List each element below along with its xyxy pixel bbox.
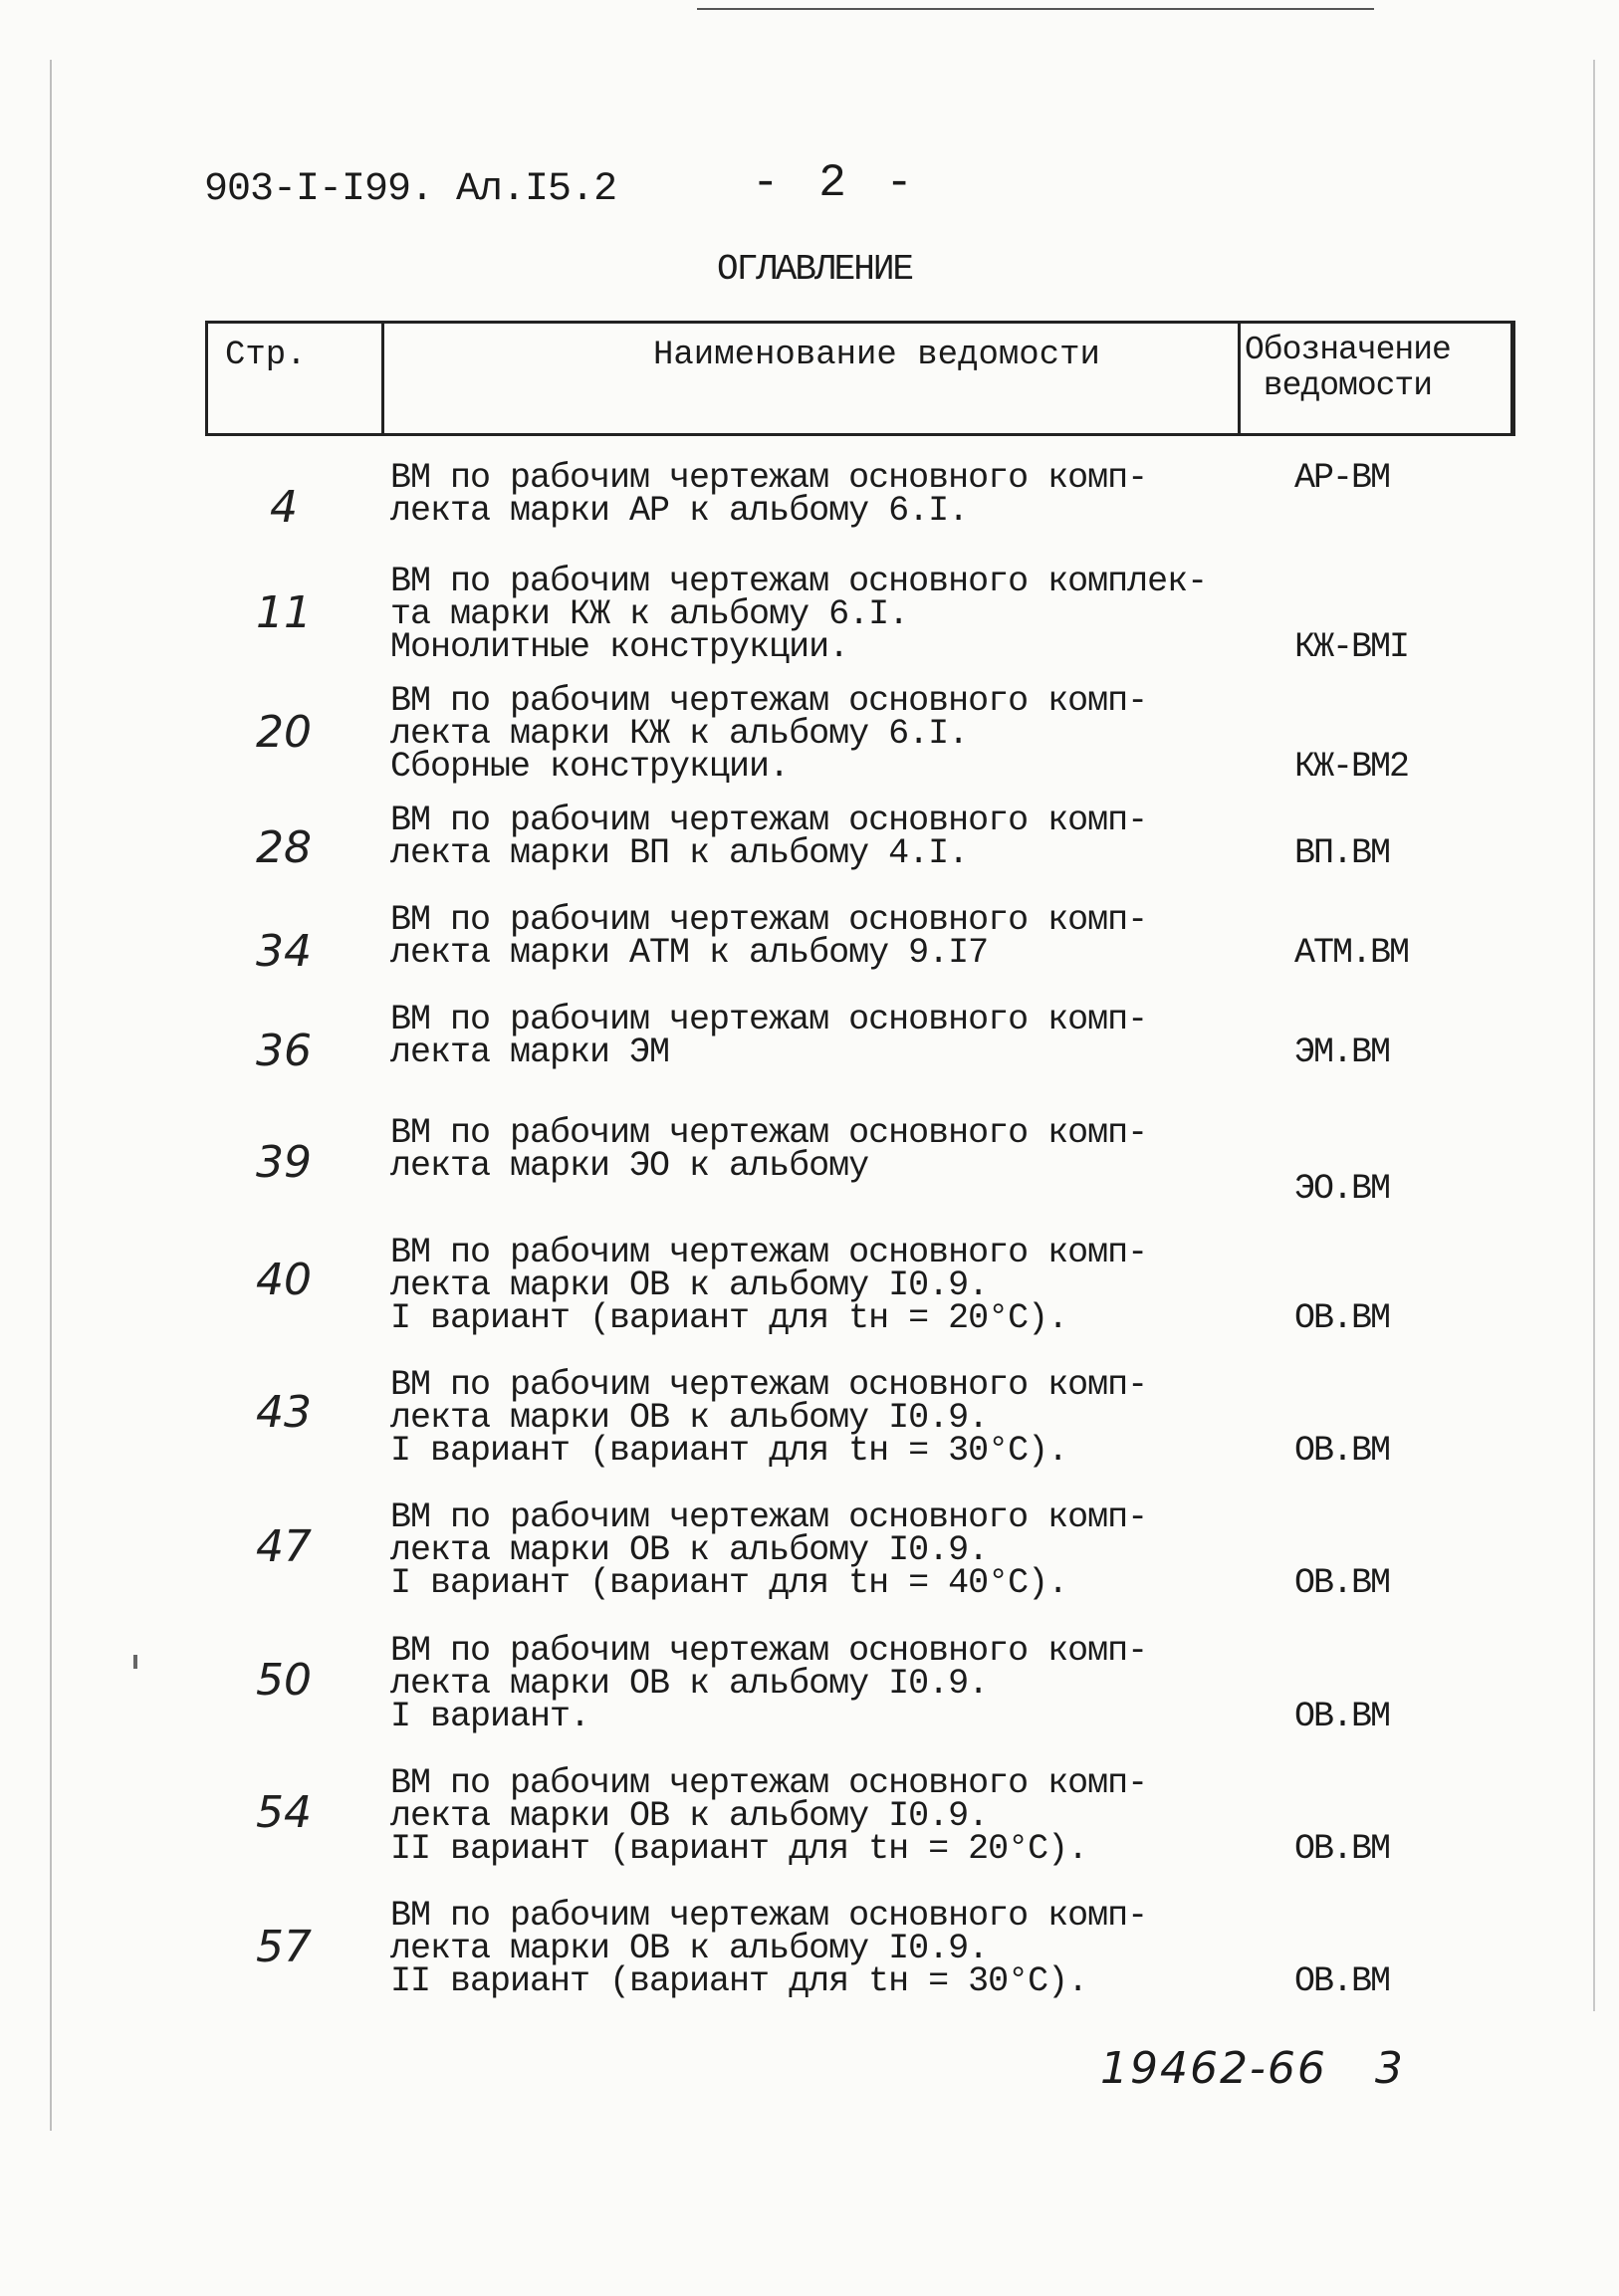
row-description-line: Монолитные конструкции.: [390, 627, 849, 667]
row-description-line: ВМ по рабочим чертежам основного комп-: [390, 1000, 1148, 1039]
row-page-number: 20: [256, 707, 312, 758]
left-margin-line: [50, 60, 52, 2131]
row-description: [390, 1113, 1148, 1212]
row-description-line: I вариант (вариант для tн = 40°С).: [390, 1563, 1068, 1603]
row-description-line: лекта марки ЭМ: [390, 1033, 670, 1072]
row-page-number: 36: [256, 1026, 312, 1076]
row-description-line: лекта марки ЭО к альбому: [390, 1146, 869, 1186]
row-page-number: 50: [256, 1655, 312, 1706]
row-page-number: 43: [256, 1387, 312, 1438]
row-page-number: 11: [256, 587, 312, 638]
row-description: [390, 681, 1148, 787]
row-description-line: ВМ по рабочим чертежам основного комп-: [390, 458, 1148, 498]
row-description-line: I вариант (вариант для tн = 30°С).: [390, 1431, 1068, 1471]
row-page-number: 39: [256, 1137, 312, 1188]
row-description-line: II вариант (вариант для tн = 20°С).: [390, 1829, 1088, 1869]
row-page-number: 4: [270, 482, 298, 533]
document-code: 903-I-I99. Ал.I5.2: [204, 167, 617, 212]
row-page-number: 40: [256, 1255, 312, 1305]
row-description-line: ВМ по рабочим чертежам основного комп-: [390, 681, 1148, 721]
top-rule: [697, 8, 1374, 10]
column-divider: [1238, 324, 1241, 433]
scan-mark: [133, 1655, 137, 1669]
row-designation: ОВ.ВМ: [1294, 1563, 1390, 1603]
right-margin-line: [1593, 60, 1595, 2011]
row-designation: ОВ.ВМ: [1294, 1697, 1390, 1736]
row-designation: ОВ.ВМ: [1294, 1431, 1390, 1471]
inventory-number-value: 19462-66: [1100, 2043, 1327, 2094]
row-description-line: лекта марки ОВ к альбому I0.9.: [390, 1664, 989, 1704]
column-divider: [381, 324, 384, 433]
row-description-line: лекта марки ОВ к альбому I0.9.: [390, 1398, 989, 1438]
row-description-line: ВМ по рабочим чертежам основного комп-: [390, 1233, 1148, 1272]
inventory-number: [1100, 2043, 1405, 2094]
row-description-line: II вариант (вариант для tн = 30°С).: [390, 1961, 1088, 2001]
row-description-line: лекта марки ВП к альбому 4.I.: [390, 833, 969, 873]
row-designation: КЖ-ВМ2: [1294, 747, 1409, 787]
header-code-column: [1245, 333, 1451, 404]
page-title: ОГЛАВЛЕНИЕ: [717, 249, 913, 290]
row-page-number: 28: [256, 822, 312, 873]
row-description: [390, 1497, 1148, 1603]
header-code-line2: ведомости: [1263, 367, 1433, 404]
row-description-line: ВМ по рабочим чертежам основного комп-: [390, 801, 1148, 840]
row-description-line: лекта марки ОВ к альбому I0.9.: [390, 1929, 989, 1968]
row-description-line: лекта марки ОВ к альбому I0.9.: [390, 1265, 989, 1305]
row-page-number: 54: [256, 1787, 312, 1838]
row-description-line: лекта марки ОВ к альбому I0.9.: [390, 1530, 989, 1570]
row-description-line: ВМ по рабочим чертежам основного комп-: [390, 1365, 1148, 1405]
row-description-line: ВМ по рабочим чертежам основного комп-: [390, 1113, 1148, 1153]
row-page-number: 34: [256, 926, 312, 977]
row-description-line: лекта марки АТМ к альбому 9.I7: [390, 933, 989, 973]
row-description: [390, 1365, 1148, 1471]
sheet-number: 3: [1374, 2043, 1405, 2094]
row-description: [390, 562, 1208, 667]
row-page-number: 57: [256, 1922, 312, 1972]
row-description: [390, 1763, 1148, 1869]
row-designation: ОВ.ВМ: [1294, 1961, 1390, 2001]
row-designation: ЭМ.ВМ: [1294, 1033, 1390, 1072]
row-designation: ОВ.ВМ: [1294, 1298, 1390, 1338]
row-description: [390, 801, 1148, 873]
row-description-line: ВМ по рабочим чертежам основного комп-: [390, 900, 1148, 940]
header-code-line1: Обозначение: [1245, 332, 1451, 368]
row-description-line: лекта марки ОВ к альбому I0.9.: [390, 1796, 989, 1836]
row-description-line: лекта марки АР к альбому 6.I.: [390, 491, 969, 531]
row-description: [390, 1000, 1148, 1072]
row-designation: ЭО.ВМ: [1294, 1169, 1390, 1209]
row-description: [390, 900, 1148, 973]
row-page-number: 47: [256, 1521, 312, 1572]
row-description: [390, 458, 1148, 531]
row-description-line: I вариант.: [390, 1697, 590, 1736]
row-description: [390, 1233, 1148, 1338]
row-description-line: ВМ по рабочим чертежам основного комп-: [390, 1631, 1148, 1671]
row-designation: ОВ.ВМ: [1294, 1829, 1390, 1869]
row-description-line: ВМ по рабочим чертежам основного комп-: [390, 1497, 1148, 1537]
row-designation: КЖ-ВМI: [1294, 627, 1409, 667]
row-designation: АТМ.ВМ: [1294, 933, 1409, 973]
row-description-line: та марки КЖ к альбому 6.I.: [390, 594, 909, 634]
row-description-line: I вариант (вариант для tн = 20°С).: [390, 1298, 1068, 1338]
row-designation: ВП.ВМ: [1294, 833, 1390, 873]
page-number: - 2 -: [752, 157, 920, 209]
row-description-line: ВМ по рабочим чертежам основного комп-: [390, 1763, 1148, 1803]
row-description: [390, 1896, 1148, 2001]
row-description-line: Сборные конструкции.: [390, 747, 790, 787]
row-description-line: ВМ по рабочим чертежам основного комплек-: [390, 562, 1208, 601]
row-description: [390, 1631, 1148, 1736]
header-page-column: Стр.: [225, 337, 307, 374]
row-designation: АР-ВМ: [1294, 458, 1390, 498]
row-description-line: лекта марки КЖ к альбому 6.I.: [390, 714, 969, 754]
header-name-column: Наименование ведомости: [653, 337, 1100, 374]
row-description-line: ВМ по рабочим чертежам основного комп-: [390, 1896, 1148, 1936]
